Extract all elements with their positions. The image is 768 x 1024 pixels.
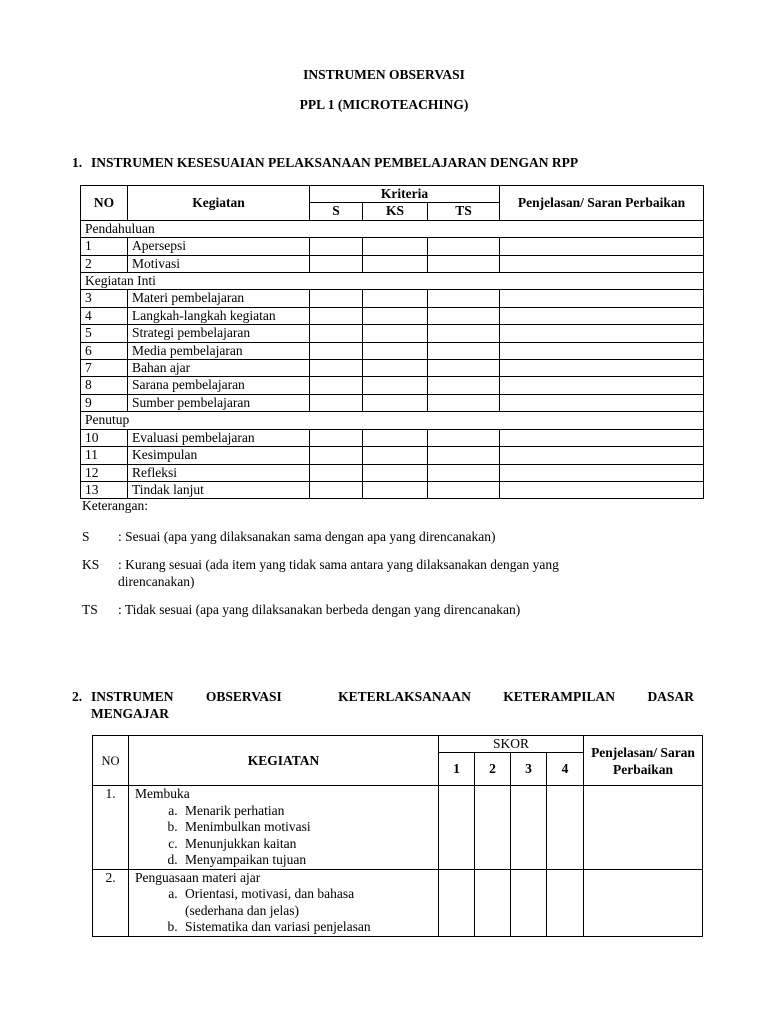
heading-word: OBSERVASI [205, 689, 282, 704]
cell-penjelasan[interactable] [500, 342, 704, 359]
cell-score-2[interactable] [475, 869, 511, 936]
sub-item-list [135, 803, 434, 869]
row-no: 1. [93, 786, 129, 869]
table-row [93, 869, 703, 936]
section1-number: 1. [72, 155, 83, 170]
row-kegiatan [129, 786, 439, 869]
col-penjelasan-header: Penjelasan/ Saran Perbaikan [584, 736, 703, 786]
cell-ks[interactable] [363, 307, 428, 324]
cell-ks[interactable] [363, 447, 428, 464]
cell-ts[interactable] [428, 464, 500, 481]
score-2-header: 2 [475, 753, 511, 786]
cell-ts[interactable] [428, 377, 500, 394]
cell-penjelasan[interactable] [500, 429, 704, 446]
cell-s[interactable] [310, 481, 363, 498]
cell-penjelasan[interactable] [500, 255, 704, 272]
table-row [81, 255, 704, 272]
document-title: INSTRUMEN OBSERVASI [303, 67, 465, 82]
row-no: 12 [81, 464, 128, 481]
row-kegiatan: Motivasi [128, 255, 310, 272]
row-no: 6 [81, 342, 128, 359]
keterangan-label: Keterangan: [82, 498, 148, 513]
cell-penjelasan[interactable] [500, 481, 704, 498]
row-no: 8 [81, 377, 128, 394]
note-code-s: S [82, 529, 90, 544]
cell-ts[interactable] [428, 342, 500, 359]
cell-s[interactable] [310, 290, 363, 307]
cell-ks[interactable] [363, 290, 428, 307]
section2-number: 2. [72, 689, 83, 704]
cell-penjelasan[interactable] [500, 360, 704, 377]
cell-score-1[interactable] [439, 869, 475, 936]
cell-ks[interactable] [363, 255, 428, 272]
table-row [81, 464, 704, 481]
list-item: d. Menyampaikan tujuan [181, 852, 434, 869]
cell-ts[interactable] [428, 325, 500, 342]
cell-s[interactable] [310, 429, 363, 446]
table-row [81, 377, 704, 394]
cell-ts[interactable] [428, 447, 500, 464]
cell-score-3[interactable] [511, 869, 547, 936]
table-row [81, 342, 704, 359]
cell-s[interactable] [310, 238, 363, 255]
col-kriteria-header: Kriteria [310, 186, 500, 203]
table-row [81, 481, 704, 498]
cell-s[interactable] [310, 255, 363, 272]
row-kegiatan: Evaluasi pembelajaran [128, 429, 310, 446]
heading-word: DASAR [647, 689, 694, 704]
row-kegiatan [129, 869, 439, 936]
list-item: a. Orientasi, motivasi, dan bahasa (sederhana dan jelas) [181, 886, 434, 919]
score-1-header: 1 [439, 753, 475, 786]
table-row [81, 360, 704, 377]
cell-ks[interactable] [363, 360, 428, 377]
cell-score-3[interactable] [511, 786, 547, 869]
cell-ts[interactable] [428, 394, 500, 411]
note-text-ks: : Kurang sesuai (ada item yang tidak sama antara yang dilaksanakan dengan yang [118, 557, 559, 572]
cell-s[interactable] [310, 360, 363, 377]
cell-ks[interactable] [363, 342, 428, 359]
cell-ks[interactable] [363, 481, 428, 498]
note-text-ts: : Tidak sesuai (apa yang dilaksanakan berbeda dengan yang direncanakan) [118, 602, 521, 617]
table-row [81, 447, 704, 464]
section1-heading: INSTRUMEN KESESUAIAN PELAKSANAAN PEMBELAJARAN DENGAN RPP [91, 155, 579, 170]
row-kegiatan: Sumber pembelajaran [128, 394, 310, 411]
list-item: b. Sistematika dan variasi penjelasan [181, 919, 434, 936]
cell-ts[interactable] [428, 429, 500, 446]
group-row-pendahuluan [81, 220, 704, 237]
cell-score-4[interactable] [547, 869, 584, 936]
cell-s[interactable] [310, 325, 363, 342]
cell-penjelasan[interactable] [500, 377, 704, 394]
row-kegiatan: Bahan ajar [128, 360, 310, 377]
cell-penjelasan[interactable] [500, 325, 704, 342]
table-row [81, 307, 704, 324]
cell-ks[interactable] [363, 325, 428, 342]
skor-header-row [93, 736, 703, 753]
table-row [81, 325, 704, 342]
row-no: 11 [81, 447, 128, 464]
cell-s[interactable] [310, 394, 363, 411]
cell-ks[interactable] [363, 394, 428, 411]
list-item: a. Menarik perhatian [181, 803, 434, 820]
rpp-table [80, 185, 704, 499]
group-label: Penutup [81, 412, 704, 429]
row-kegiatan: Kesimpulan [128, 447, 310, 464]
cell-penjelasan[interactable] [500, 238, 704, 255]
col-no-header: NO [81, 186, 128, 221]
table-row [81, 394, 704, 411]
cell-s[interactable] [310, 307, 363, 324]
list-item: b. Menimbulkan motivasi [181, 819, 434, 836]
row-title: Penguasaan materi ajar [135, 869, 261, 885]
cell-ks[interactable] [363, 429, 428, 446]
col-ts-header: TS [428, 203, 500, 220]
document-subtitle: PPL 1 (MICROTEACHING) [299, 97, 469, 112]
row-no: 7 [81, 360, 128, 377]
col-no-header: NO [93, 736, 129, 786]
cell-penjelasan[interactable] [500, 290, 704, 307]
heading-word: KETERLAKSANAAN [338, 689, 471, 704]
row-no: 5 [81, 325, 128, 342]
row-kegiatan: Sarana pembelajaran [128, 377, 310, 394]
table-row [93, 786, 703, 869]
cell-penjelasan[interactable] [500, 447, 704, 464]
cell-score-1[interactable] [439, 786, 475, 869]
group-label: Pendahuluan [81, 220, 704, 237]
table-row [81, 429, 704, 446]
rpp-header-row [81, 186, 704, 203]
skor-table [92, 735, 703, 937]
row-no: 13 [81, 481, 128, 498]
row-kegiatan: Strategi pembelajaran [128, 325, 310, 342]
note-text-ks-cont: direncanakan) [118, 574, 195, 589]
note-text-s: : Sesuai (apa yang dilaksanakan sama dengan apa yang direncanakan) [118, 529, 496, 544]
cell-s[interactable] [310, 377, 363, 394]
cell-ks[interactable] [363, 238, 428, 255]
cell-penjelasan[interactable] [500, 464, 704, 481]
row-title: Membuka [135, 786, 190, 802]
cell-ks[interactable] [363, 464, 428, 481]
heading-word: INSTRUMEN [91, 689, 174, 704]
col-s-header: S [310, 203, 363, 220]
col-penjelasan-header: Penjelasan/ Saran Perbaikan [500, 186, 704, 221]
cell-s[interactable] [310, 464, 363, 481]
row-no: 2 [81, 255, 128, 272]
cell-ts[interactable] [428, 481, 500, 498]
cell-ts[interactable] [428, 255, 500, 272]
row-kegiatan: Langkah-langkah kegiatan [128, 307, 310, 324]
cell-s[interactable] [310, 447, 363, 464]
row-kegiatan: Tindak lanjut [128, 481, 310, 498]
group-label: Kegiatan Inti [81, 273, 704, 290]
cell-penjelasan[interactable] [500, 307, 704, 324]
row-kegiatan: Materi pembelajaran [128, 290, 310, 307]
cell-ts[interactable] [428, 290, 500, 307]
note-code-ts: TS [82, 602, 98, 617]
section2-heading [91, 689, 694, 705]
score-4-header: 4 [547, 753, 584, 786]
row-kegiatan: Apersepsi [128, 238, 310, 255]
section2-heading-line2: MENGAJAR [91, 706, 169, 721]
cell-penjelasan[interactable] [584, 786, 703, 869]
group-row-kegiatan-inti [81, 273, 704, 290]
heading-word: KETERAMPILAN [503, 689, 616, 704]
note-code-ks: KS [82, 557, 100, 572]
col-kegiatan-header: Kegiatan [128, 186, 310, 221]
cell-ks[interactable] [363, 377, 428, 394]
row-no: 3 [81, 290, 128, 307]
cell-score-4[interactable] [547, 786, 584, 869]
cell-penjelasan[interactable] [500, 394, 704, 411]
row-no: 4 [81, 307, 128, 324]
row-kegiatan: Media pembelajaran [128, 342, 310, 359]
score-3-header: 3 [511, 753, 547, 786]
col-kegiatan-header: KEGIATAN [129, 736, 439, 786]
col-skor-header: SKOR [439, 736, 584, 753]
col-ks-header: KS [363, 203, 428, 220]
row-no: 9 [81, 394, 128, 411]
group-row-penutup [81, 412, 704, 429]
list-item: c. Menunjukkan kaitan [181, 836, 434, 853]
row-no: 10 [81, 429, 128, 446]
row-no: 2. [93, 869, 129, 936]
table-row [81, 238, 704, 255]
cell-ts[interactable] [428, 307, 500, 324]
cell-ts[interactable] [428, 360, 500, 377]
sub-item-list [135, 886, 434, 936]
row-no: 1 [81, 238, 128, 255]
cell-s[interactable] [310, 342, 363, 359]
cell-ts[interactable] [428, 238, 500, 255]
row-kegiatan: Refleksi [128, 464, 310, 481]
cell-score-2[interactable] [475, 786, 511, 869]
table-row [81, 290, 704, 307]
cell-penjelasan[interactable] [584, 869, 703, 936]
